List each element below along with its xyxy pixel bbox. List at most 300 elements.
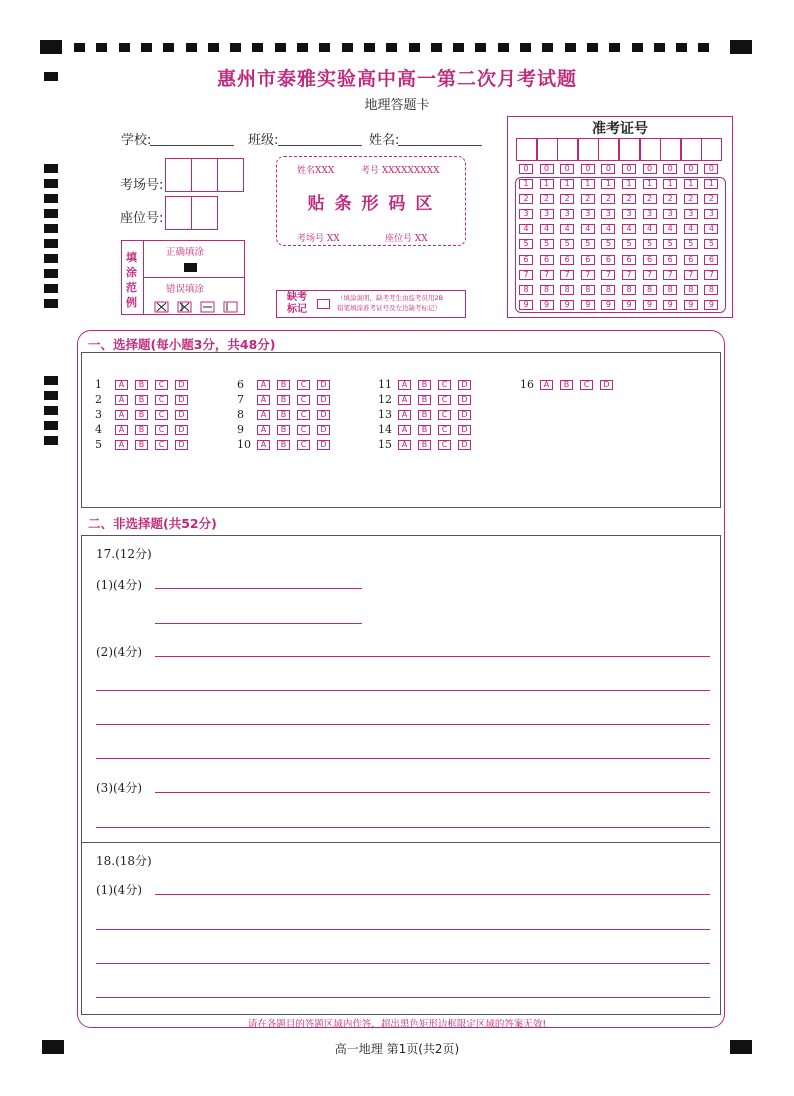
- mc-option-bubble[interactable]: D: [600, 380, 613, 390]
- mc-question-row: [237, 389, 337, 406]
- ticket-bubble[interactable]: 3: [581, 209, 595, 219]
- ticket-bubble[interactable]: 2: [581, 194, 595, 204]
- ticket-bubble[interactable]: 4: [560, 224, 574, 234]
- ticket-bubble[interactable]: 1: [601, 179, 615, 189]
- ticket-bubble[interactable]: 2: [663, 194, 677, 204]
- timing-mark: [44, 209, 58, 218]
- mc-option-bubble[interactable]: A: [115, 410, 128, 420]
- ticket-bubble[interactable]: 0: [684, 164, 698, 174]
- ticket-bubble[interactable]: 3: [601, 209, 615, 219]
- ticket-bubble[interactable]: 0: [704, 164, 718, 174]
- mc-option-bubble[interactable]: C: [438, 395, 451, 405]
- ticket-digit-cell[interactable]: [701, 138, 722, 161]
- ticket-bubble[interactable]: 9: [560, 300, 574, 310]
- mc-option-bubble[interactable]: B: [418, 425, 431, 435]
- mc-option-bubble[interactable]: B: [277, 395, 290, 405]
- ticket-bubble[interactable]: 8: [684, 285, 698, 295]
- mc-option-bubble[interactable]: B: [135, 395, 148, 405]
- mc-question-row: [95, 434, 195, 451]
- ticket-bubble[interactable]: 0: [581, 164, 595, 174]
- mc-question-row: [237, 434, 337, 451]
- ticket-bubble[interactable]: 1: [684, 179, 698, 189]
- fill-side-char: 填: [126, 251, 137, 264]
- ticket-bubble[interactable]: 7: [704, 270, 718, 280]
- timing-mark: [431, 43, 442, 52]
- timing-mark: [44, 224, 58, 233]
- ticket-bubble[interactable]: 2: [560, 194, 574, 204]
- mc-option-bubble[interactable]: C: [297, 380, 310, 390]
- mc-question-row: [378, 374, 478, 391]
- mc-option-bubble[interactable]: C: [155, 425, 168, 435]
- mc-option-bubble[interactable]: C: [155, 395, 168, 405]
- ticket-bubble[interactable]: 3: [540, 209, 554, 219]
- mc-option-bubble[interactable]: D: [317, 380, 330, 390]
- ticket-bubble[interactable]: 4: [622, 224, 636, 234]
- timing-mark: [44, 179, 58, 188]
- ticket-bubble[interactable]: 5: [581, 239, 595, 249]
- answer-line[interactable]: [96, 758, 710, 759]
- ticket-bubble[interactable]: 2: [622, 194, 636, 204]
- timing-mark: [319, 43, 330, 52]
- mc-option-bubble[interactable]: A: [257, 380, 270, 390]
- mc-option-bubble[interactable]: A: [398, 380, 411, 390]
- mc-option-bubble[interactable]: A: [257, 425, 270, 435]
- ticket-bubble[interactable]: 7: [560, 270, 574, 280]
- ticket-bubble[interactable]: 6: [622, 255, 636, 265]
- ticket-digit-cell[interactable]: [537, 138, 558, 161]
- ticket-bubble[interactable]: 3: [704, 209, 718, 219]
- ticket-bubble[interactable]: 9: [684, 300, 698, 310]
- ticket-bubble[interactable]: 9: [643, 300, 657, 310]
- ticket-bubble[interactable]: 5: [663, 239, 677, 249]
- ticket-bubble[interactable]: 8: [663, 285, 677, 295]
- ticket-bubble[interactable]: 4: [684, 224, 698, 234]
- ticket-bubble[interactable]: 9: [663, 300, 677, 310]
- mc-option-bubble[interactable]: C: [297, 425, 310, 435]
- timing-mark: [609, 43, 620, 52]
- mc-question-number: 9: [237, 423, 244, 436]
- ticket-bubble[interactable]: 8: [581, 285, 595, 295]
- ticket-bubble[interactable]: 7: [601, 270, 615, 280]
- mc-question-number: 11: [378, 378, 392, 391]
- timing-mark: [74, 43, 85, 52]
- name-field[interactable]: [398, 145, 482, 146]
- mc-option-bubble[interactable]: C: [580, 380, 593, 390]
- timing-mark: [44, 194, 58, 203]
- correct-fill-label: 正确填涂: [166, 247, 205, 258]
- mc-question-row: [237, 419, 337, 436]
- timing-mark: [44, 299, 58, 308]
- fill-side-char: 范: [126, 281, 137, 294]
- timing-mark: [44, 436, 58, 445]
- mc-option-bubble[interactable]: C: [438, 380, 451, 390]
- ticket-digit-cell[interactable]: [681, 138, 702, 161]
- mc-option-bubble[interactable]: B: [277, 425, 290, 435]
- ticket-bubble[interactable]: 0: [519, 164, 533, 174]
- absent-checkbox[interactable]: [317, 299, 330, 309]
- mc-option-bubble[interactable]: D: [317, 440, 330, 450]
- name-label: 姓名:: [369, 133, 400, 148]
- ticket-bubble[interactable]: 2: [704, 194, 718, 204]
- barcode-area: [276, 156, 466, 246]
- ticket-bubble[interactable]: 2: [519, 194, 533, 204]
- ticket-bubble[interactable]: 1: [581, 179, 595, 189]
- ticket-digit-cell[interactable]: [578, 138, 599, 161]
- ticket-bubble[interactable]: 4: [519, 224, 533, 234]
- barcode-seat: 座位号 XX: [385, 234, 428, 244]
- ticket-bubble[interactable]: 6: [519, 255, 533, 265]
- barcode-name: 姓名XXX: [297, 166, 335, 176]
- school-field[interactable]: [150, 145, 234, 146]
- answer-line[interactable]: [96, 724, 710, 725]
- ticket-bubble[interactable]: 6: [601, 255, 615, 265]
- mc-option-bubble[interactable]: A: [115, 425, 128, 435]
- ticket-bubble[interactable]: 2: [684, 194, 698, 204]
- mc-option-bubble[interactable]: A: [257, 440, 270, 450]
- mc-option-bubble[interactable]: B: [135, 410, 148, 420]
- ticket-bubble[interactable]: 3: [560, 209, 574, 219]
- timing-mark: [44, 239, 58, 248]
- page-title: 惠州市泰雅实验高中高一第二次月考试题: [216, 68, 577, 90]
- mc-option-bubble[interactable]: C: [155, 380, 168, 390]
- mc-question-row: [378, 389, 478, 406]
- ticket-bubble[interactable]: 5: [540, 239, 554, 249]
- timing-mark: [163, 43, 174, 52]
- ticket-bubble[interactable]: 2: [643, 194, 657, 204]
- mc-option-bubble[interactable]: A: [398, 440, 411, 450]
- timing-mark: [44, 406, 58, 415]
- mc-question-row: [95, 389, 195, 406]
- q17-1-label: (1)(4分): [96, 578, 142, 592]
- answer-line[interactable]: [96, 929, 710, 930]
- mc-option-bubble[interactable]: A: [398, 395, 411, 405]
- q18-1-label: (1)(4分): [96, 883, 142, 897]
- ticket-bubble[interactable]: 5: [643, 239, 657, 249]
- mc-question-number: 13: [378, 408, 392, 421]
- mc-question-number: 5: [95, 438, 102, 451]
- timing-mark: [230, 43, 241, 52]
- ticket-bubble[interactable]: 9: [601, 300, 615, 310]
- mc-option-bubble[interactable]: D: [317, 395, 330, 405]
- ticket-digit-cell[interactable]: [660, 138, 681, 161]
- mc-option-bubble[interactable]: A: [115, 380, 128, 390]
- ticket-bubble[interactable]: 8: [560, 285, 574, 295]
- mc-option-bubble[interactable]: D: [175, 410, 188, 420]
- ticket-bubble[interactable]: 9: [704, 300, 718, 310]
- page-number: 高一地理 第1页(共2页): [334, 1042, 460, 1056]
- ticket-bubble[interactable]: 6: [684, 255, 698, 265]
- timing-mark: [542, 43, 553, 52]
- mc-option-bubble[interactable]: B: [418, 380, 431, 390]
- ticket-bubble[interactable]: 6: [560, 255, 574, 265]
- mc-question-number: 15: [378, 438, 392, 451]
- ticket-bubble[interactable]: 6: [663, 255, 677, 265]
- mc-question-number: 4: [95, 423, 102, 436]
- ticket-bubble[interactable]: 5: [560, 239, 574, 249]
- timing-mark: [119, 43, 130, 52]
- ticket-bubble[interactable]: 5: [684, 239, 698, 249]
- mc-question-number: 6: [237, 378, 244, 391]
- mc-question-number: 16: [520, 378, 534, 391]
- ticket-bubble[interactable]: 4: [643, 224, 657, 234]
- ticket-bubble[interactable]: 3: [663, 209, 677, 219]
- ticket-bubble[interactable]: 0: [601, 164, 615, 174]
- absent-label-2: 标记: [287, 304, 307, 315]
- ticket-bubble[interactable]: 1: [643, 179, 657, 189]
- ticket-bubble[interactable]: 0: [643, 164, 657, 174]
- timing-mark: [475, 43, 486, 52]
- ticket-bubble[interactable]: 3: [519, 209, 533, 219]
- answer-line[interactable]: [155, 588, 362, 589]
- ticket-bubble[interactable]: 7: [663, 270, 677, 280]
- wrong-fill-marks: [154, 298, 240, 317]
- ticket-bubble[interactable]: 6: [581, 255, 595, 265]
- ticket-bubble[interactable]: 1: [560, 179, 574, 189]
- timing-mark: [342, 43, 353, 52]
- mc-option-bubble[interactable]: D: [175, 425, 188, 435]
- timing-mark: [297, 43, 308, 52]
- ticket-bubble[interactable]: 8: [540, 285, 554, 295]
- timing-mark: [453, 43, 464, 52]
- mc-option-bubble[interactable]: C: [155, 410, 168, 420]
- timing-mark: [186, 43, 197, 52]
- mc-option-bubble[interactable]: D: [175, 380, 188, 390]
- mc-option-bubble[interactable]: A: [257, 410, 270, 420]
- absent-note-2: 铅笔填涂准考证号及左边缺考标记）: [337, 304, 441, 312]
- ticket-bubble[interactable]: 3: [643, 209, 657, 219]
- mc-option-bubble[interactable]: B: [277, 410, 290, 420]
- mc-question-number: 8: [237, 408, 244, 421]
- footer-warning: 请在各题目的答题区域内作答，超出黑色矩形边框限定区域的答案无效!: [247, 1019, 547, 1030]
- timing-mark: [208, 43, 219, 52]
- ticket-bubble[interactable]: 1: [663, 179, 677, 189]
- mc-option-bubble[interactable]: C: [297, 410, 310, 420]
- timing-mark: [364, 43, 375, 52]
- mc-option-bubble[interactable]: C: [155, 440, 168, 450]
- absent-marker: [276, 290, 466, 318]
- mc-option-bubble[interactable]: B: [135, 380, 148, 390]
- ticket-bubble[interactable]: 7: [643, 270, 657, 280]
- ticket-bubble[interactable]: 4: [581, 224, 595, 234]
- timing-mark: [654, 43, 665, 52]
- ticket-bubble[interactable]: 8: [519, 285, 533, 295]
- timing-mark: [676, 43, 687, 52]
- answer-line[interactable]: [155, 894, 710, 895]
- mc-option-bubble[interactable]: B: [418, 440, 431, 450]
- mc-question-row: [95, 374, 195, 391]
- absent-label-1: 缺考: [287, 292, 307, 303]
- timing-mark: [386, 43, 397, 52]
- timing-mark: [565, 43, 576, 52]
- ticket-bubble[interactable]: 6: [643, 255, 657, 265]
- timing-mark: [698, 43, 709, 52]
- fill-side-char: 涂: [126, 266, 137, 279]
- answer-line[interactable]: [96, 963, 710, 964]
- ticket-bubble[interactable]: 7: [581, 270, 595, 280]
- q18-title: 18.(18分): [96, 854, 152, 868]
- mc-option-bubble[interactable]: D: [317, 425, 330, 435]
- mc-question-row: [237, 374, 337, 391]
- fill-side-char: 例: [126, 296, 137, 309]
- mc-option-bubble[interactable]: B: [277, 440, 290, 450]
- ticket-bubble[interactable]: 3: [622, 209, 636, 219]
- mc-question-number: 1: [95, 378, 102, 391]
- ticket-bubble[interactable]: 8: [704, 285, 718, 295]
- mc-option-bubble[interactable]: D: [458, 395, 471, 405]
- class-label: 班级:: [248, 133, 279, 148]
- timing-mark: [44, 269, 58, 278]
- ticket-bubble[interactable]: 8: [601, 285, 615, 295]
- ticket-bubble[interactable]: 2: [601, 194, 615, 204]
- timing-mark: [96, 43, 107, 52]
- mc-option-bubble[interactable]: C: [438, 440, 451, 450]
- exam-room-label: 考场号:: [120, 178, 164, 193]
- school-label: 学校:: [121, 133, 152, 148]
- mc-question-number: 12: [378, 393, 392, 406]
- ticket-digit-cell[interactable]: [640, 138, 661, 161]
- mc-question-row: [378, 404, 478, 421]
- ticket-bubble[interactable]: 0: [540, 164, 554, 174]
- answer-line[interactable]: [96, 997, 710, 998]
- ticket-bubble[interactable]: 7: [684, 270, 698, 280]
- ticket-digit-cell[interactable]: [598, 138, 619, 161]
- ticket-title: 准考证号: [592, 121, 648, 137]
- section1-title: 一、选择题(每小题3分，共48分): [88, 337, 276, 352]
- ticket-bubble[interactable]: 7: [622, 270, 636, 280]
- ticket-bubble[interactable]: 4: [704, 224, 718, 234]
- timing-mark: [632, 43, 643, 52]
- wrong-fill-label: 错误填涂: [166, 284, 205, 295]
- ticket-bubble[interactable]: 4: [601, 224, 615, 234]
- ticket-number-box: [507, 116, 733, 318]
- ticket-digit-cell[interactable]: [619, 138, 640, 161]
- mc-option-bubble[interactable]: B: [277, 380, 290, 390]
- mc-question-row: [237, 404, 337, 421]
- mc-option-bubble[interactable]: A: [398, 425, 411, 435]
- ticket-bubble[interactable]: 1: [519, 179, 533, 189]
- mc-option-bubble[interactable]: D: [458, 380, 471, 390]
- ticket-bubble[interactable]: 5: [601, 239, 615, 249]
- ticket-bubble[interactable]: 9: [581, 300, 595, 310]
- fill-example: [121, 240, 245, 315]
- ticket-bubble[interactable]: 9: [622, 300, 636, 310]
- timing-mark: [498, 43, 509, 52]
- ticket-bubble[interactable]: 7: [540, 270, 554, 280]
- answer-line[interactable]: [155, 792, 710, 793]
- answer-line[interactable]: [96, 827, 710, 828]
- mc-question-row: [378, 434, 478, 451]
- mc-question-row: [95, 419, 195, 436]
- mc-option-bubble[interactable]: C: [297, 440, 310, 450]
- mc-question-row: [95, 404, 195, 421]
- q17-box: [81, 535, 721, 843]
- ticket-bubble[interactable]: 2: [540, 194, 554, 204]
- timing-mark: [409, 43, 420, 52]
- ticket-bubble[interactable]: 0: [663, 164, 677, 174]
- mc-option-bubble[interactable]: A: [115, 440, 128, 450]
- mc-question-number: 7: [237, 393, 244, 406]
- mc-option-bubble[interactable]: C: [438, 410, 451, 420]
- mc-option-bubble[interactable]: D: [458, 440, 471, 450]
- answer-line[interactable]: [96, 690, 710, 691]
- mc-question-number: 3: [95, 408, 102, 421]
- timing-mark: [44, 284, 58, 293]
- answer-line[interactable]: [155, 623, 362, 624]
- mc-option-bubble[interactable]: A: [257, 395, 270, 405]
- ticket-bubble[interactable]: 3: [684, 209, 698, 219]
- mc-question-number: 2: [95, 393, 102, 406]
- mc-option-bubble[interactable]: B: [418, 410, 431, 420]
- section2-title: 二、非选择题(共52分): [88, 516, 217, 531]
- mc-option-bubble[interactable]: B: [418, 395, 431, 405]
- mc-option-bubble[interactable]: A: [398, 410, 411, 420]
- mc-option-bubble[interactable]: D: [317, 410, 330, 420]
- mc-option-bubble[interactable]: A: [115, 395, 128, 405]
- ticket-bubble[interactable]: 6: [540, 255, 554, 265]
- q17-3-label: (3)(4分): [96, 781, 142, 795]
- mc-option-bubble[interactable]: B: [135, 440, 148, 450]
- q17-title: 17.(12分): [96, 547, 152, 561]
- ticket-bubble[interactable]: 1: [704, 179, 718, 189]
- mc-option-bubble[interactable]: D: [458, 410, 471, 420]
- timing-mark: [520, 43, 531, 52]
- timing-mark: [275, 43, 286, 52]
- page-subtitle: 地理答题卡: [364, 98, 430, 113]
- timing-mark: [44, 421, 58, 430]
- ticket-bubble[interactable]: 9: [519, 300, 533, 310]
- timing-mark: [44, 254, 58, 263]
- timing-mark: [44, 391, 58, 400]
- mc-option-bubble[interactable]: D: [175, 440, 188, 450]
- ticket-bubble[interactable]: 9: [540, 300, 554, 310]
- mc-option-bubble[interactable]: B: [135, 425, 148, 435]
- ticket-bubble[interactable]: 0: [622, 164, 636, 174]
- correct-fill-mark: [184, 263, 197, 272]
- timing-mark: [141, 43, 152, 52]
- ticket-bubble[interactable]: 5: [622, 239, 636, 249]
- mc-option-bubble[interactable]: B: [560, 380, 573, 390]
- answer-line[interactable]: [155, 656, 710, 657]
- ticket-bubble[interactable]: 4: [663, 224, 677, 234]
- ticket-bubble[interactable]: 8: [622, 285, 636, 295]
- mc-question-row: [378, 419, 478, 436]
- ticket-bubble[interactable]: 6: [704, 255, 718, 265]
- mc-option-bubble[interactable]: D: [458, 425, 471, 435]
- ticket-bubble[interactable]: 5: [704, 239, 718, 249]
- timing-mark: [252, 43, 263, 52]
- absent-note-1: （填涂说明，缺考考生由监考员用2B: [337, 294, 444, 302]
- timing-mark: [587, 43, 598, 52]
- class-field[interactable]: [278, 145, 362, 146]
- ticket-bubble[interactable]: 1: [622, 179, 636, 189]
- ticket-digit-cell[interactable]: [516, 138, 537, 161]
- mc-option-bubble[interactable]: A: [540, 380, 553, 390]
- ticket-bubble[interactable]: 0: [560, 164, 574, 174]
- ticket-bubble[interactable]: 7: [519, 270, 533, 280]
- mc-option-bubble[interactable]: C: [438, 425, 451, 435]
- mc-question-row: [520, 374, 620, 391]
- barcode-title: 贴 条 形 码 区: [307, 194, 435, 214]
- mc-question-number: 14: [378, 423, 392, 436]
- ticket-bubble[interactable]: 8: [643, 285, 657, 295]
- ticket-bubble[interactable]: 1: [540, 179, 554, 189]
- mc-question-number: 10: [237, 438, 251, 451]
- ticket-bubble[interactable]: 5: [519, 239, 533, 249]
- mc-option-bubble[interactable]: C: [297, 395, 310, 405]
- ticket-bubble[interactable]: 4: [540, 224, 554, 234]
- mc-option-bubble[interactable]: D: [175, 395, 188, 405]
- ticket-digit-cell[interactable]: [557, 138, 578, 161]
